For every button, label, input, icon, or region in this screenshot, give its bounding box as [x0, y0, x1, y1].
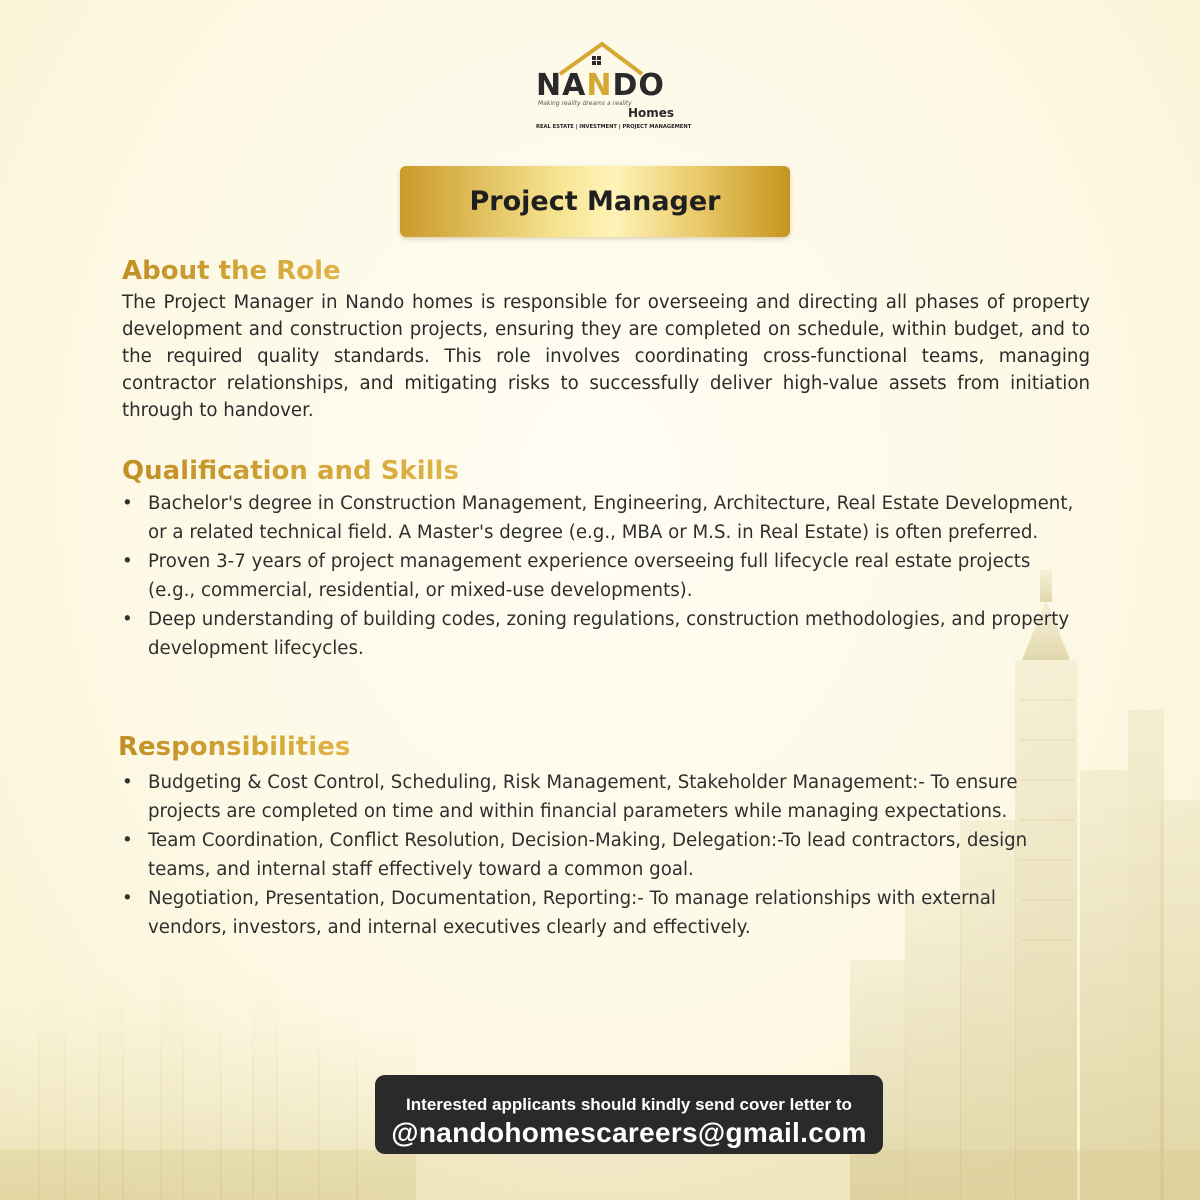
responsibilities-heading: Responsibilities — [118, 732, 351, 762]
list-item: • Deep understanding of building codes, zoning regulations, construction methodologies, and property development lifecycles. — [120, 605, 1080, 663]
qualifications-heading: Qualification and Skills — [122, 456, 459, 486]
job-title: Project Manager — [469, 186, 721, 217]
contact-box — [375, 1075, 883, 1154]
about-heading: About the Role — [122, 256, 341, 286]
logo-subtitle: REAL ESTATE | INVESTMENT | PROJECT MANAGEMENT — [536, 124, 692, 130]
logo-homes-text: Homes — [628, 106, 675, 120]
contact-instruction: Interested applicants should kindly send cover letter to — [406, 1095, 852, 1114]
logo-wordmark: NANDO — [536, 68, 665, 103]
list-item: • Proven 3-7 years of project management experience overseeing full lifecycle real estate projects (e.g., commercial, residential, or mixed-use developments). — [120, 547, 1080, 605]
list-item: • Bachelor's degree in Construction Management, Engineering, Architecture, Real Estate Development, or a related technical field. A Master's degree (e.g., MBA or M.S. in Real Estate) is often preferred. — [120, 489, 1080, 547]
list-item: • Budgeting & Cost Control, Scheduling, Risk Management, Stakeholder Management:- To ensure projects are completed on time and within financial parameters while managing expectations. — [120, 768, 1050, 826]
logo-tagline: Making reality dreams a reality — [538, 100, 632, 107]
qualifications-list — [120, 489, 1080, 663]
responsibilities-list — [120, 768, 1050, 942]
list-item: • Negotiation, Presentation, Documentation, Reporting:- To manage relationships with external vendors, investors, and internal executives clearly and effectively. — [120, 884, 1050, 942]
about-text: The Project Manager in Nando homes is responsible for overseeing and directing all phases of property development and construction projects, ensuring they are completed on schedule, within budget, and to the required quality standards. This role involves coordinating cross-functional teams, managing contractor relationships, and mitigating risks to successfully deliver high-value assets from initiation through to handover. — [122, 292, 1090, 421]
list-item: • Team Coordination, Conflict Resolution, Decision-Making, Delegation:-To lead contractors, design teams, and internal staff effectively toward a common goal. — [120, 826, 1050, 884]
contact-email[interactable]: @nandohomescareers@gmail.com — [391, 1117, 867, 1148]
